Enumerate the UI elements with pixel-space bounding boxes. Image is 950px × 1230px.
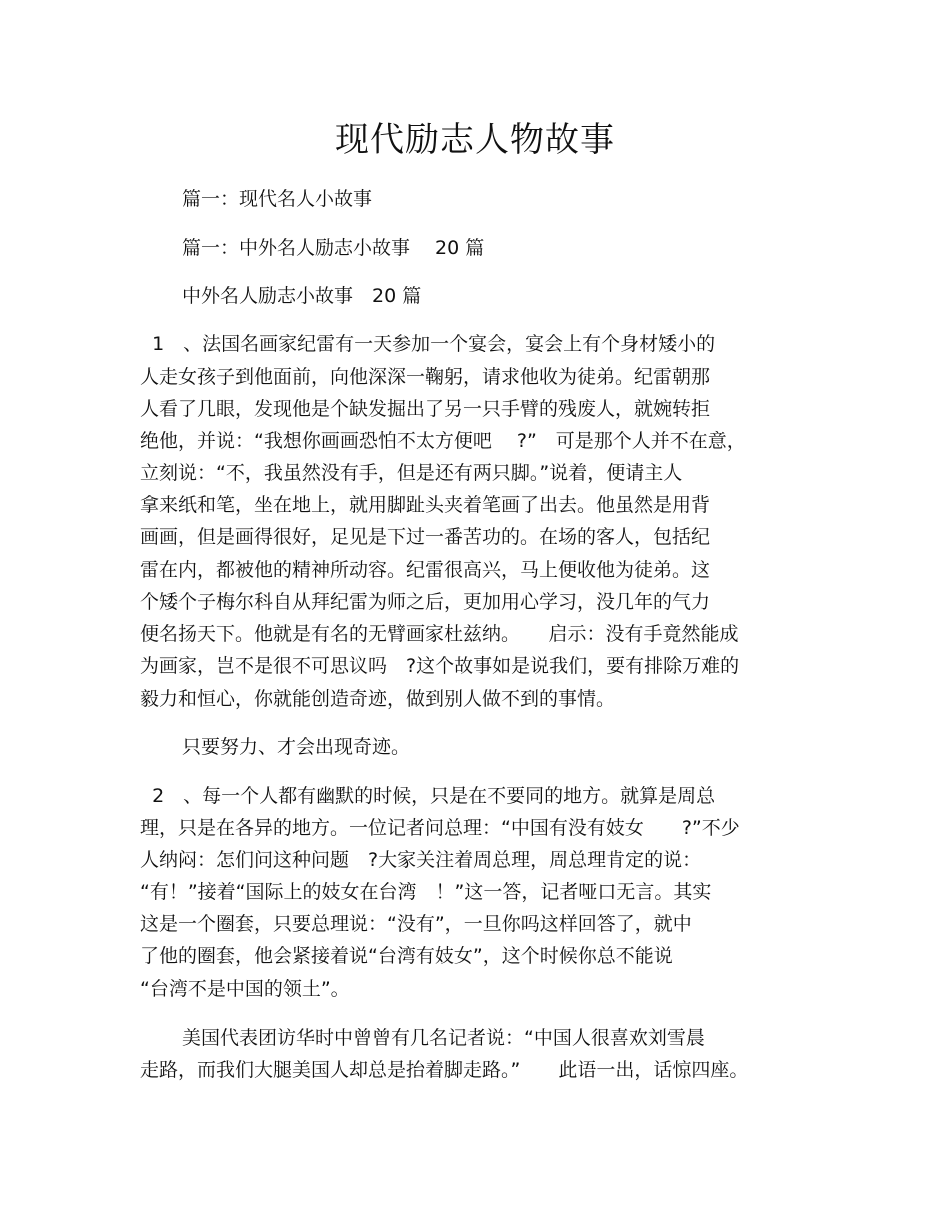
story-line: 人纳闷：怎们问这种问题 ?大家关注着周总理，周总理肯定的说： xyxy=(140,849,702,871)
story-1-moral: 只要努力、才会出现奇迹。 xyxy=(182,736,411,758)
story-line: 绝他，并说：“我想你画画恐怕不太方便吧 ?” 可是那个人并不在意， xyxy=(140,430,746,452)
story-line: 了他的圈套，他会紧接着说“台湾有妓女”，这个时候你总不能说 xyxy=(140,945,673,967)
story-line: 人看了几眼，发现他是个缺发掘出了另一只手臂的残废人，就婉转拒 xyxy=(140,398,711,420)
story-line: 拿来纸和笔，坐在地上，就用脚趾头夹着笔画了出去。他虽然是用背 xyxy=(140,494,711,516)
story-line: 立刻说：“不，我虽然没有手，但是还有两只脚。”说着，便请主人 xyxy=(140,462,683,484)
story-line: 2 、每一个人都有幽默的时候，只是在不要同的地方。就算是周总 xyxy=(140,785,716,807)
story-line: 个矮个子梅尔科自从拜纪雷为师之后，更加用心学习，没几年的气力 xyxy=(140,591,711,613)
heading-1: 篇一：现代名人小故事 xyxy=(182,188,373,210)
story-line: 雷在内，都被他的精神所动容。纪雷很高兴，马上便收他为徒弟。这 xyxy=(140,559,711,581)
heading-2: 篇一：中外名人励志小故事 20 篇 xyxy=(182,237,485,259)
story-line: “有！”接着“国际上的妓女在台湾 ！”这一答，记者哑口无言。其实 xyxy=(140,881,712,903)
story-line: 走路，而我们大腿美国人却总是抬着脚走路。” 此语一出，话惊四座。 xyxy=(140,1059,749,1081)
story-line: 为画家，岂不是很不可思议吗 ?这个故事如是说我们，要有排除万难的 xyxy=(140,655,740,677)
story-line: 便名扬天下。他就是有名的无臂画家杜兹纳。 启示：没有手竟然能成 xyxy=(140,623,739,645)
story-line: “台湾不是中国的领土”。 xyxy=(140,978,350,1000)
story-line: 理，只是在各异的地方。一位记者问总理：“中国有没有妓女 ?”不少 xyxy=(140,817,740,839)
story-line: 美国代表团访华时中曾曾有几名记者说：“中国人很喜欢刘雪晨 xyxy=(182,1027,705,1049)
story-line: 画画，但是画得很好，足见是下过一番苦功的。在场的客人，包括纪 xyxy=(140,526,711,548)
story-line: 人走女孩子到他面前，向他深深一鞠躬，请求他收为徒弟。纪雷朝那 xyxy=(140,366,711,388)
story-line: 1 、法国名画家纪雷有一天参加一个宴会，宴会上有个身材矮小的 xyxy=(140,333,716,355)
heading-3: 中外名人励志小故事 20 篇 xyxy=(182,285,422,307)
document-title: 现代励志人物故事 xyxy=(335,120,615,160)
story-line: 这是一个圈套，只要总理说：“没有”，一旦你吗这样回答了，就中 xyxy=(140,913,692,935)
story-line: 毅力和恒心，你就能创造奇迹，做到别人做不到的事情。 xyxy=(140,688,616,710)
